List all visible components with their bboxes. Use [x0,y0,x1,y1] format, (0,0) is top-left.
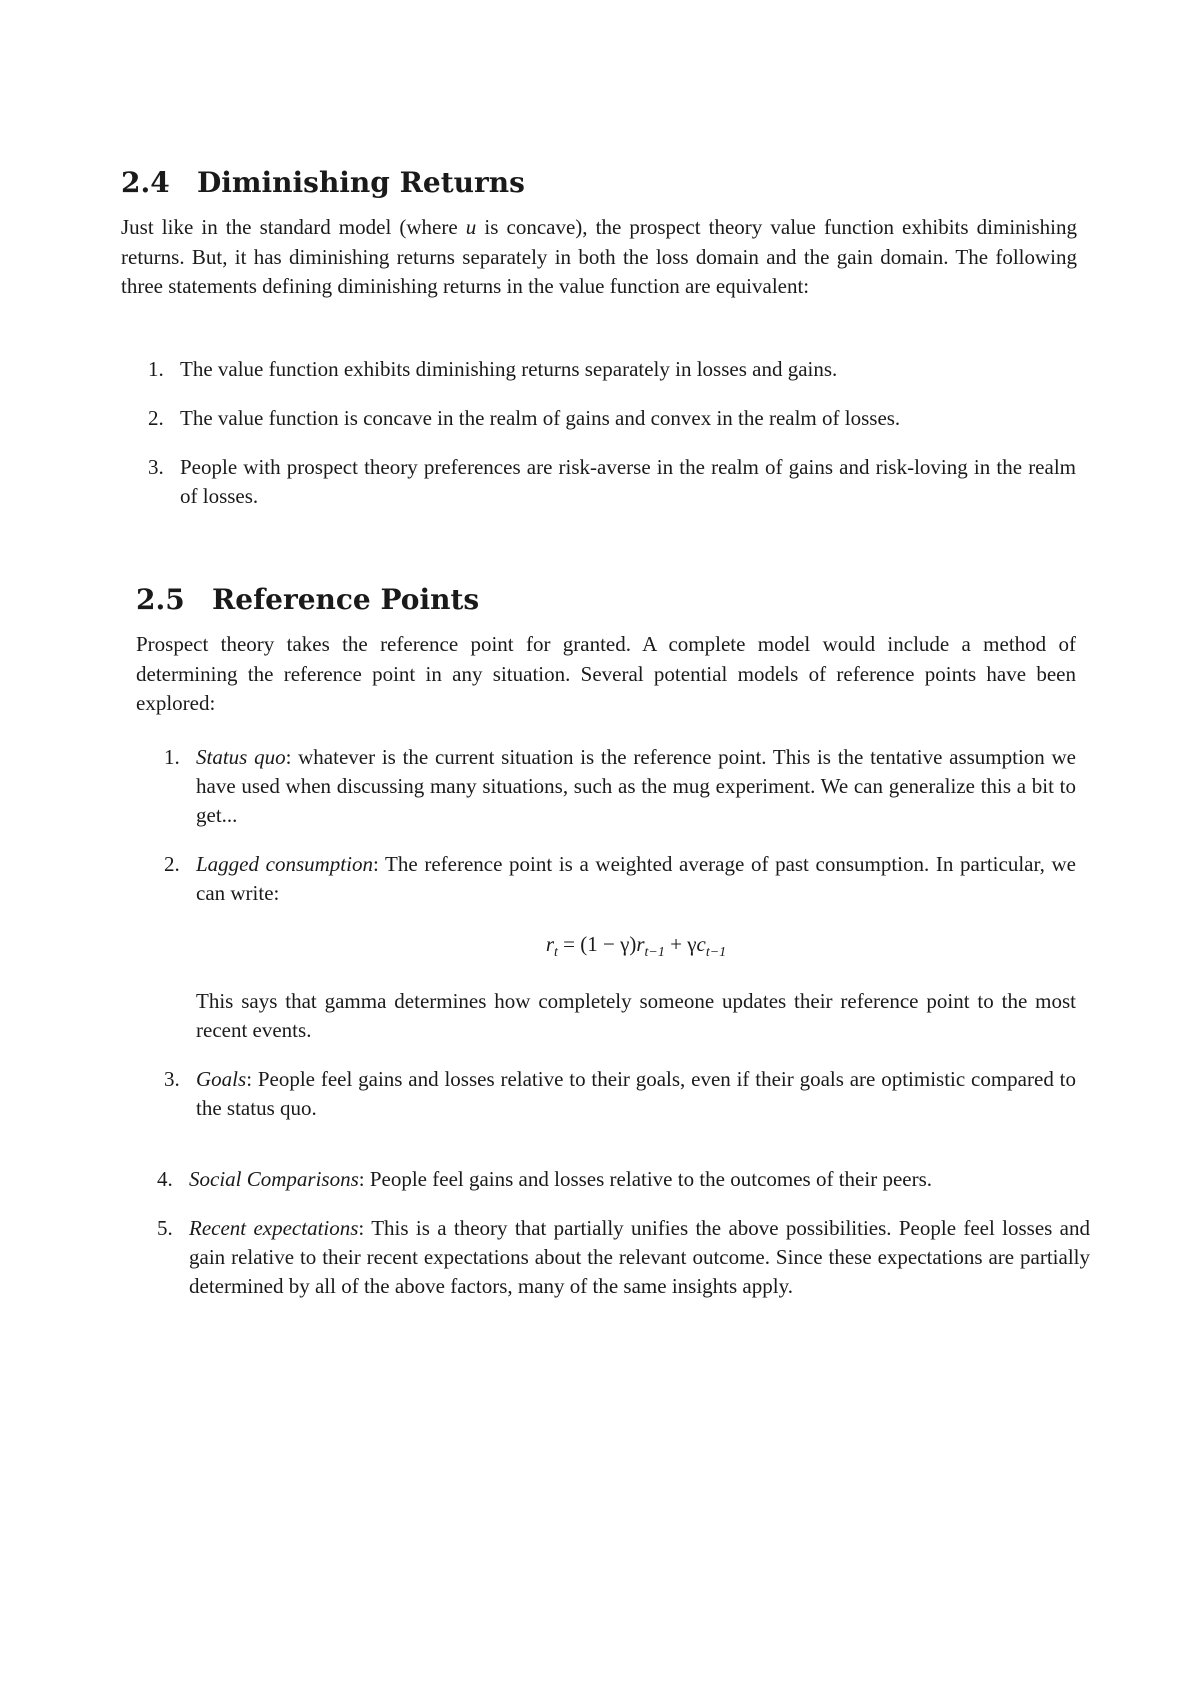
reference-point-formula [196,930,1076,967]
item-term: Lagged consumption [196,852,373,876]
item-text: : People feel gains and losses relative to their goals, even if their goals are optimistic compared to the status quo. [196,1067,1076,1121]
formula-r: r [545,932,554,956]
item-text: : People feel gains and losses relative to the outcomes of their peers. [358,1167,933,1191]
item-followup-text: This says that gamma determines how completely someone updates their reference point to the most recent events. [196,989,1076,1043]
item-text: : The reference point is a weighted average of past consumption. In particular, we can write: [196,852,1076,905]
item-text: The value function is concave in the realm of gains and convex in the realm of losses. [180,406,901,430]
item-text: : This is a theory that partially unifies the above possibilities. People feel losses and gain relative to their recent expectations about the relevant outcome. Since these expectations are partially determined by all of the above factors, many of the same insights apply. [189,1216,1090,1298]
item-term: Social Comparisons [189,1167,359,1191]
section-heading [121,166,1077,199]
item-term: Recent expectations [189,1216,359,1240]
item-text: : whatever is the current situation is the reference point. This is the tentative assumption we have used when discussing many situations, such as the mug experiment. We can generalize this a bit to get... [196,745,1077,827]
item-number: 1. [148,357,164,381]
item-number: 5. [157,1216,173,1240]
item-term: Status quo [196,745,286,769]
formula-operator: + γ [664,932,697,956]
diminishing-returns-list [148,355,1076,511]
item-number: 3. [164,1067,180,1092]
item-term: Goals [196,1067,247,1092]
item-text: People with prospect theory preferences are risk-averse in the realm of gains and risk-loving in the realm of losses. [180,455,1076,508]
formula-subscript: t [554,945,558,961]
reference-points-list-continued [157,1165,1090,1301]
item-number: 3. [148,455,164,479]
list-item [164,1065,1076,1123]
list-item [157,1214,1090,1301]
section-2-4 [121,166,1077,302]
formula-c-prev: c [696,932,706,956]
reference-points-list [164,743,1077,1123]
formula-r-prev: r [636,932,645,956]
section-heading [136,583,1076,616]
section-title: Diminishing Returns [197,166,525,199]
section-title: Reference Points [212,583,480,616]
formula-subscript: t−1 [644,945,665,961]
section-2-5 [136,583,1076,719]
formula-operator: = (1 − γ) [557,932,637,956]
formula-subscript: t−1 [705,945,727,961]
section-intro: Prospect theory takes the reference point for granted. A complete model would include a method of determining the reference point in any situation. Several potential models of reference points have been explored: [136,632,1076,715]
item-text: The value function exhibits diminishing returns separately in losses and gains. [180,357,838,381]
list-item [148,453,1076,511]
section-number: 2.5 [136,583,185,616]
section-number: 2.4 [121,166,170,199]
list-item [148,404,1076,433]
item-number: 2. [148,406,164,430]
math-variable: u [465,215,477,239]
list-item [148,355,1076,384]
item-number: 1. [164,745,180,769]
intro-text-a: Just like in the standard model (where [121,215,466,239]
list-item [164,850,1076,1045]
intro-text-b: is concave), the prospect theory value function exhibits diminishing returns. But, it has diminishing returns separately in both the loss domain and the gain domain. The following three statements defining diminishing returns in the value function are equivalent: [121,215,1077,298]
section-intro [121,213,1077,302]
item-number: 2. [164,852,180,876]
item-number: 4. [157,1167,173,1191]
list-item [157,1165,1090,1194]
list-item [164,743,1077,830]
